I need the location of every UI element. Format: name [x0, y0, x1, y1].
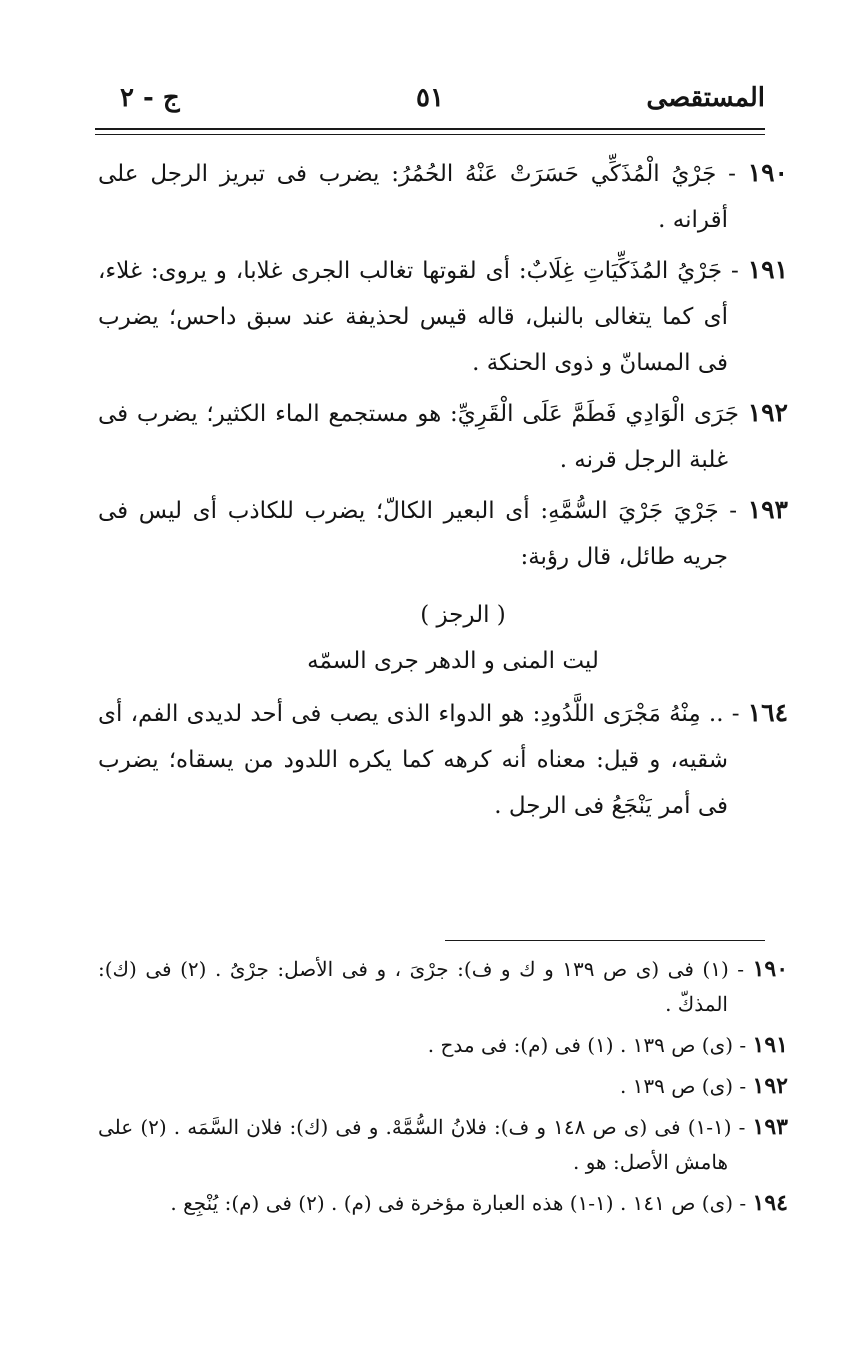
- verse-line: ليت المنى و الدهر جرى السمّه: [307, 648, 599, 674]
- header-rule-thick: [95, 128, 765, 130]
- footnote-text: - (١-١) فى (ى ص ١٤٨ و ف): فلانُ السُّمَّهْ. و فى (ك): فلان السَّمَه . (٢) على هامش الأصل: هو .: [98, 1115, 746, 1174]
- footnote-191: [98, 1028, 788, 1063]
- entry-number: ١٩٣: [747, 495, 788, 524]
- entry-192: [98, 390, 788, 483]
- footnotes: [98, 952, 788, 1227]
- entry-191: [98, 247, 788, 386]
- entry-number: ١٩٠: [747, 158, 788, 187]
- volume-label: ج - ٢: [120, 83, 180, 113]
- entry-194: [98, 690, 788, 829]
- footnote-text: - (ى) ص ١٤١ . (١-١) هذه العبارة مؤخرة فى (م) . (٢) فى (م): يُنْجِع .: [170, 1191, 747, 1215]
- footnote-193: [98, 1110, 788, 1180]
- running-title: المستقصى: [646, 83, 765, 113]
- footnote-separator: [445, 940, 765, 941]
- footnote-number: ١٩٠: [752, 956, 789, 982]
- footnote-number: ١٩٤: [752, 1190, 788, 1216]
- entry-193: [98, 487, 788, 580]
- footnote-text: - (ى) ص ١٣٩ . (١) فى (م): فى مدح .: [427, 1033, 747, 1057]
- entry-text: - جَرْيُ الْمُذَكِّي حَسَرَتْ عَنْهُ الحُمُرُ: يضرب فى تبريز الرجل على أقرانه .: [98, 161, 736, 233]
- entry-text: - جَرْيُ المُذَكِّيَاتِ غِلَابٌ: أى لقوتها تغالب الجرى غلابا، و يروى: غلاء، أى كما يتغالى بالنبل، قاله قيس لحذيفة عند سبق داحس؛ يضرب فى المسانّ و ذوى الحنكة .: [98, 258, 739, 376]
- footnote-190: [98, 952, 788, 1022]
- entry-number: ١٩٢: [747, 398, 788, 427]
- footnote-number: ١٩١: [752, 1032, 788, 1058]
- entry-text: - جَرْيَ جَرْيَ السُّمَّهِ: أى البعير الكالّ؛ يضرب للكاذب أى ليس فى جريه طائل، قال رؤبة:: [98, 498, 738, 570]
- footnote-number: ١٩٣: [752, 1114, 788, 1140]
- main-text: [98, 150, 788, 833]
- entry-number: ١٦٤: [747, 698, 789, 727]
- footnote-text: - (ى) ص ١٣٩ .: [619, 1074, 747, 1098]
- footnote-number: ١٩٢: [752, 1073, 788, 1099]
- footnote-text: - (١) فى (ى ص ١٣٩ و ك و ف): جرْىَ ، و فى الأصل: جرْىُ . (٢) فى (ك): المذكّ .: [98, 957, 745, 1016]
- page-number: ٥١: [416, 83, 444, 113]
- footnote-194: [98, 1186, 788, 1221]
- entry-text: جَرَى الْوَادِي فَطَمَّ عَلَى الْقَرِيِّ: هو مستجمع الماء الكثير؛ يضرب فى غلبة الرجل قرنه .: [98, 401, 739, 473]
- page-header: [95, 78, 765, 118]
- entry-190: [98, 150, 788, 243]
- footnote-192: [98, 1069, 788, 1104]
- entry-text: - .. مِنْهُ مَجْرَى اللَّدُودِ: هو الدواء الذى يصب فى أحد لديدى الفم، أى شقيه، و قيل: معناه أنه كرهه كما يكره اللدود من يسقاه؛ يضرب فى أمر يَنْجَعُ فى الرجل .: [98, 701, 740, 819]
- header-rule-thin: [95, 134, 765, 135]
- entry-number: ١٩١: [747, 255, 789, 284]
- verse-meter: ( الرجز ): [420, 602, 506, 628]
